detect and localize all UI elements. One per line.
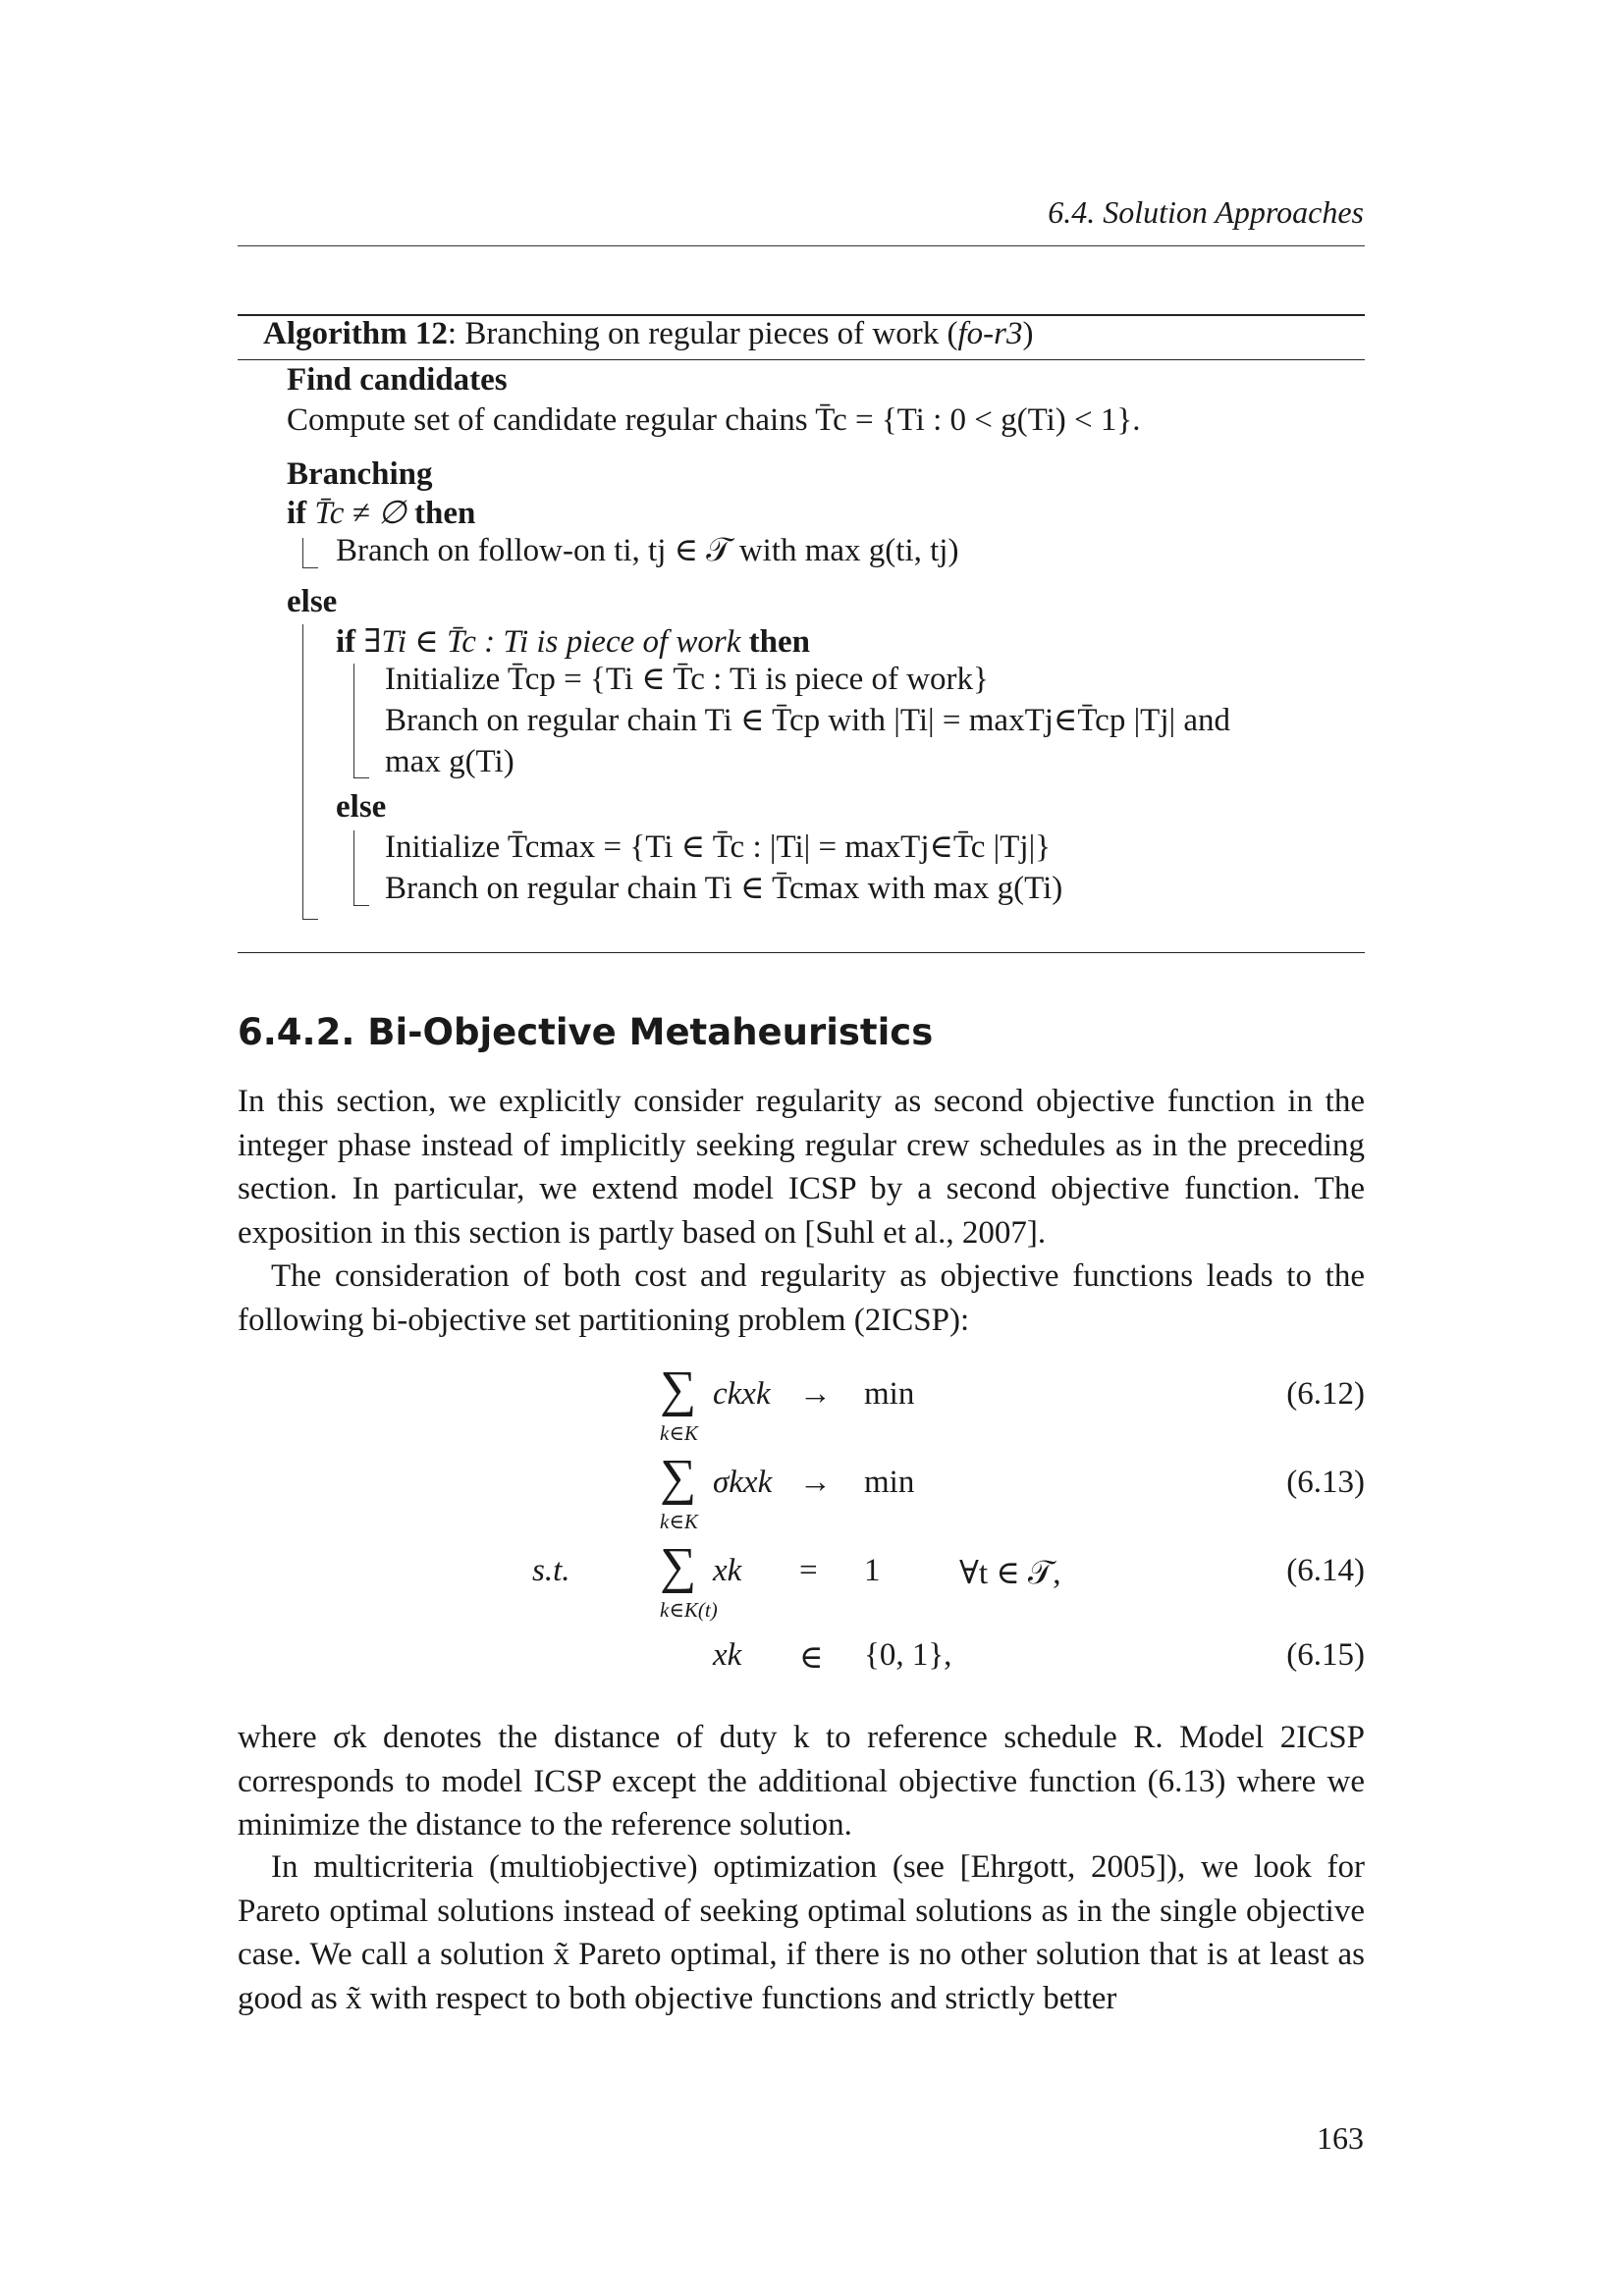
paragraph-1: In this section, we explicitly consider regularity as second objective function in the integer phase instead of implicitly seeking regular crew schedules as in the preceding section. In particular, we extend model ICSP by a second objective function. The exposition in this section is partly based on [Suhl et al., 2007]. bbox=[238, 1084, 1365, 1251]
algorithm-label: Algorithm 12 bbox=[263, 316, 448, 351]
equation-6-12 bbox=[238, 1362, 1365, 1445]
branch-regular-line-1a: Branch on regular chain Ti ∈ T̄cp with |Ti| = maxTj∈T̄cp |Tj| and bbox=[385, 703, 1231, 738]
if-condition: T̄c ≠ ∅ bbox=[314, 496, 406, 531]
equation-number: (6.14) bbox=[1286, 1553, 1365, 1588]
paragraph-4: In multicriteria (multiobjective) optimization (see [Ehrgott, 2005]), we look for Pareto optimal solutions instead of seeking optimal solutions as in the single objective case. We call a solution x̃ Pareto optimal, if there is no other solution that is at least as good as x̃ with respect to both objective functions and strictly better bbox=[238, 1849, 1365, 2016]
if-line bbox=[287, 494, 475, 533]
sum-symbol: ∑ bbox=[660, 1450, 697, 1506]
algorithm-title-close: ) bbox=[1022, 316, 1034, 351]
compute-line: Compute set of candidate regular chains T̄c = {Ti : 0 < g(Ti) < 1}. bbox=[287, 402, 1141, 438]
equation-term: xk bbox=[713, 1553, 742, 1588]
page-number: 163 bbox=[1317, 2120, 1364, 2156]
inner-if-block-bar bbox=[353, 664, 354, 777]
sum-index: k∈K bbox=[660, 1510, 698, 1533]
equation-relation: → bbox=[799, 1376, 832, 1412]
inner-then-keyword: then bbox=[748, 624, 810, 660]
inner-if-line bbox=[336, 622, 810, 662]
sum-symbol: ∑ bbox=[660, 1362, 697, 1417]
equation-6-14 bbox=[238, 1538, 1365, 1622]
sum-index: k∈K bbox=[660, 1421, 698, 1445]
equation-term: xk bbox=[713, 1637, 742, 1673]
equation-rhs: min bbox=[864, 1376, 915, 1412]
running-header: 6.4. Solution Approaches bbox=[1048, 194, 1364, 230]
if-block-end bbox=[302, 567, 318, 568]
equation-extra: ∀t ∈ 𝒯, bbox=[959, 1556, 1061, 1591]
inner-else-block-end bbox=[353, 905, 369, 906]
branch-followon-line: Branch on follow-on ti, tj ∈ 𝒯 with max g(ti, tj) bbox=[336, 533, 959, 568]
equation-relation: = bbox=[799, 1553, 818, 1588]
equation-number: (6.15) bbox=[1286, 1637, 1365, 1673]
sum-index: k∈K(t) bbox=[660, 1598, 718, 1622]
branch-regular-line-1b: max g(Ti) bbox=[385, 744, 514, 779]
equation-term: ckxk bbox=[713, 1376, 771, 1412]
equation-relation: → bbox=[799, 1465, 832, 1500]
equation-rhs: min bbox=[864, 1465, 915, 1500]
paragraph-2: The consideration of both cost and regularity as objective functions leads to the following bi-objective set partitioning problem (2ICSP): bbox=[238, 1258, 1365, 1338]
inner-else-block-bar bbox=[353, 830, 354, 905]
then-keyword: then bbox=[414, 496, 476, 531]
inner-if-condition: ∃Ti ∈ T̄c : Ti is piece of work bbox=[363, 624, 741, 660]
equation-number: (6.13) bbox=[1286, 1465, 1365, 1500]
equation-relation: ∈ bbox=[799, 1640, 824, 1676]
branching-heading: Branching bbox=[287, 456, 433, 492]
else-block-bar bbox=[302, 624, 303, 919]
equation-number: (6.12) bbox=[1286, 1376, 1365, 1412]
find-candidates-heading: Find candidates bbox=[287, 362, 508, 398]
algorithm-title-code: fo-r3 bbox=[957, 316, 1023, 351]
else-block-end bbox=[302, 919, 318, 920]
algorithm-title-text: : Branching on regular pieces of work ( bbox=[447, 316, 958, 351]
if-keyword: if bbox=[287, 496, 307, 531]
section-heading: 6.4.2. Bi-Objective Metaheuristics bbox=[238, 1011, 934, 1053]
branch-regular-line-2: Branch on regular chain Ti ∈ T̄cmax with max g(Ti) bbox=[385, 871, 1063, 906]
paragraph-3: where σk denotes the distance of duty k to reference schedule R. Model 2ICSP corresponds to model ICSP except the additional objective function (6.13) where we minimize the distance to the reference solution. bbox=[238, 1720, 1365, 1842]
inner-if-block-end bbox=[353, 777, 369, 778]
inner-if-keyword: if bbox=[336, 624, 356, 660]
init-tcp-line: Initialize T̄cp = {Ti ∈ T̄c : Ti is piece of work} bbox=[385, 662, 989, 697]
algorithm-title bbox=[263, 316, 1033, 352]
equation-prefix: s.t. bbox=[532, 1553, 570, 1588]
algorithm-bottom-rule bbox=[238, 952, 1365, 953]
equation-rhs: 1 bbox=[864, 1553, 881, 1588]
else-keyword: else bbox=[287, 584, 338, 619]
init-tcmax-line: Initialize T̄cmax = {Ti ∈ T̄c : |Ti| = maxTj∈T̄c |Tj|} bbox=[385, 829, 1052, 865]
equation-6-13 bbox=[238, 1450, 1365, 1533]
if-block-bar bbox=[302, 538, 303, 567]
equation-6-15 bbox=[238, 1637, 1365, 1696]
equation-rhs: {0, 1}, bbox=[864, 1637, 952, 1673]
equation-term: σkxk bbox=[713, 1465, 773, 1500]
header-rule bbox=[238, 245, 1365, 246]
sum-symbol: ∑ bbox=[660, 1538, 697, 1594]
inner-else-keyword: else bbox=[336, 789, 387, 825]
